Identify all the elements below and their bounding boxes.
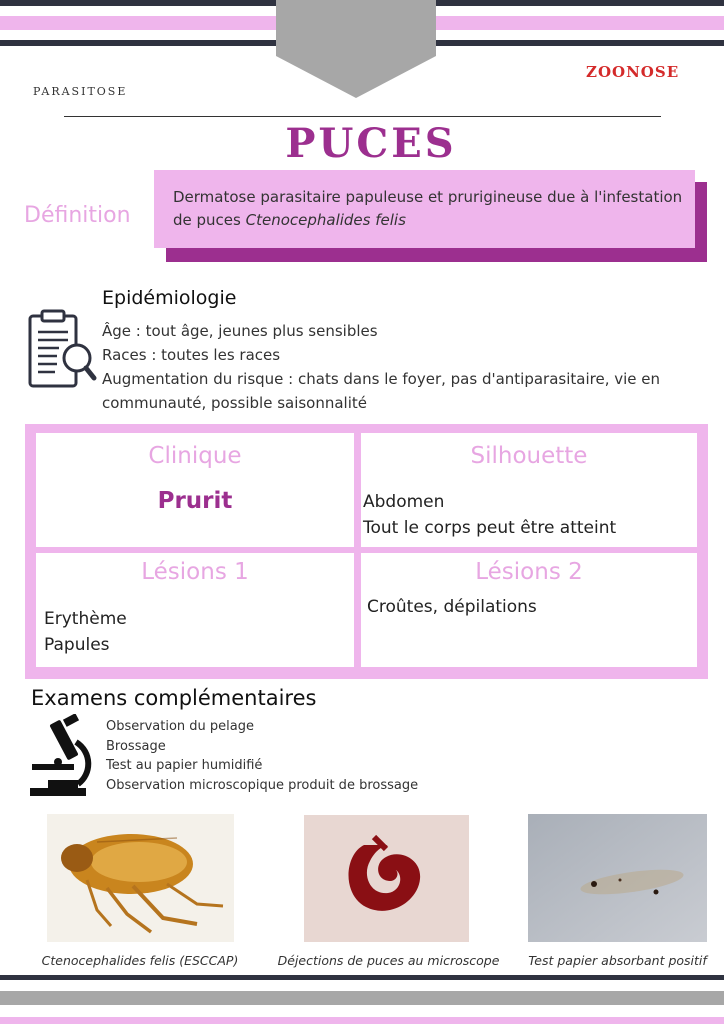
silhouette-line: Abdomen — [363, 492, 445, 512]
definition-text: Dermatose parasitaire papuleuse et prurigineuse due à l'infestation de puces Ctenocephalides felis — [173, 188, 683, 229]
exam-line: Test au papier humidifié — [106, 758, 263, 773]
lesions1-body — [44, 606, 127, 658]
epidemiology-line: communauté, possible saisonnalité — [102, 394, 368, 412]
zoonose-tag: ZOONOSE — [586, 63, 680, 81]
silhouette-title: Silhouette — [470, 443, 588, 469]
photo-caption-flea: Ctenocephalides felis (ESCCAP) — [41, 953, 239, 968]
epidemiology-line: Races : toutes les races — [102, 346, 281, 364]
epidemiology-line: Âge : tout âge, jeunes plus sensibles — [102, 322, 378, 340]
definition-species: Ctenocephalides felis — [245, 211, 406, 229]
flea-photo — [47, 814, 234, 942]
title-rule — [64, 116, 661, 117]
epidemiology-body — [102, 319, 660, 415]
lesions1-line: Erythème — [44, 609, 127, 629]
lesions1-line: Papules — [44, 635, 110, 655]
exam-line: Brossage — [106, 738, 166, 754]
clinical-grid — [25, 424, 708, 679]
grid-cell-clinique — [36, 433, 354, 547]
exam-line: Observation du pelage — [106, 719, 254, 734]
grid-cell-lesions1 — [36, 553, 354, 667]
exams-body — [106, 717, 418, 795]
lesions2-body — [367, 594, 537, 620]
lesions2-title: Lésions 2 — [475, 559, 583, 585]
photo-caption-flea-dirt: Déjections de puces au microscope — [277, 953, 500, 968]
bottom-stripe-pink — [0, 1017, 724, 1024]
header-chevron — [276, 0, 436, 100]
clipboard-magnifier-icon — [27, 308, 97, 390]
silhouette-line: Tout le corps peut être atteint — [363, 518, 617, 538]
flea-dirt-photo — [304, 815, 469, 942]
page-title: PUCES — [285, 120, 457, 167]
exam-line: Observation microscopique produit de brossage — [106, 777, 419, 793]
bottom-stripe-dark — [0, 975, 724, 980]
paper-test-photo — [528, 814, 707, 942]
clinique-title: Clinique — [148, 443, 242, 469]
grid-cell-silhouette — [361, 433, 697, 547]
epidemiology-title: Epidémiologie — [102, 287, 237, 309]
clinique-value: Prurit — [157, 488, 233, 514]
photo-caption-paper-test: Test papier absorbant positif — [528, 953, 707, 968]
microscope-icon — [28, 714, 94, 798]
grid-cell-lesions2 — [361, 553, 697, 667]
lesions2-line: Croûtes, dépilations — [367, 597, 537, 617]
definition-label: Définition — [24, 203, 131, 228]
category-tag: PARASITOSE — [33, 85, 128, 98]
silhouette-body — [363, 489, 616, 541]
lesions1-title: Lésions 1 — [141, 559, 249, 585]
exams-title: Examens complémentaires — [31, 686, 317, 710]
epidemiology-line: Augmentation du risque : chats dans le foyer, pas d'antiparasitaire, vie en — [102, 370, 661, 388]
definition-box — [154, 170, 695, 248]
bottom-stripe-gray — [0, 991, 724, 1005]
